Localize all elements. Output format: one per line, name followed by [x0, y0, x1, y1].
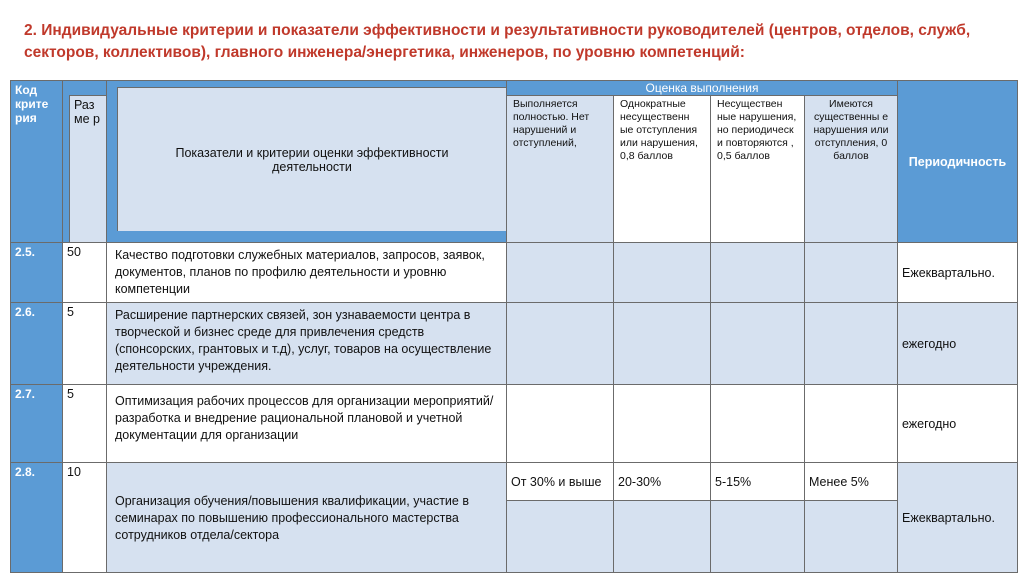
- criteria-table: [10, 80, 1018, 573]
- row-grade-2: [614, 385, 711, 463]
- row-code: 2.6.: [11, 303, 63, 385]
- row-code: 2.5.: [11, 243, 63, 303]
- header-size: Раз ме р: [69, 95, 106, 242]
- row-size: 50: [63, 243, 107, 303]
- header-grade-1: Выполняется полностью. Нет нарушений и отступлений,: [507, 96, 614, 243]
- table-row: [11, 463, 1018, 501]
- row-grade-3: 5-15%: [711, 463, 805, 501]
- row-grade-4: [805, 385, 898, 463]
- header-assessment: Оценка выполнения: [507, 81, 898, 96]
- row-size: 5: [63, 303, 107, 385]
- row-indicator: Расширение партнерских связей, зон узнаваемости центра в творческой и бизнес среде для привлечения средств (спонсорских, грантовых и т.д), услуг, товаров на осуществление деятельности учреждения.: [107, 303, 507, 385]
- header-indicators: Показатели и критерии оценки эффективности деятельности: [117, 87, 506, 231]
- row-periodicity: ежегодно: [898, 303, 1018, 385]
- row-grade-2: [614, 243, 711, 303]
- row-grade-1: [507, 243, 614, 303]
- row-grade-1: От 30% и выше: [507, 463, 614, 501]
- row-periodicity: ежегодно: [898, 385, 1018, 463]
- header-code: Код крите рия: [11, 81, 63, 243]
- row-grade-3: [711, 243, 805, 303]
- row-grade-3: [711, 385, 805, 463]
- row-size: 10: [63, 463, 107, 573]
- header-size-cell: [63, 81, 107, 243]
- table-row: [11, 243, 1018, 303]
- row-grade-2: 20-30%: [614, 463, 711, 501]
- row-grade-1-extra: [507, 501, 614, 573]
- header-grade-4: Имеются существенны е нарушения или отступления, 0 баллов: [805, 96, 898, 243]
- row-periodicity: Ежеквартально.: [898, 463, 1018, 573]
- row-indicator: Организация обучения/повышения квалификации, участие в семинарах по повышению профессионального мастерства сотрудников отдела/сектора: [107, 463, 507, 573]
- row-grade-4-extra: [805, 501, 898, 573]
- row-grade-1: [507, 385, 614, 463]
- row-grade-2: [614, 303, 711, 385]
- row-code: 2.7.: [11, 385, 63, 463]
- row-grade-1: [507, 303, 614, 385]
- table-row: [11, 385, 1018, 463]
- header-periodicity: Периодичность: [898, 81, 1018, 243]
- row-periodicity: Ежеквартально.: [898, 243, 1018, 303]
- page-title: 2. Индивидуальные критерии и показатели эффективности и результативности руководителей (центров, отделов, служб, секторов, коллективов), главного инженера/энергетика, инженеров, по уровню компетенций:: [24, 22, 971, 61]
- header-grade-2: Однократные несущественн ые отступления или нарушения, 0,8 баллов: [614, 96, 711, 243]
- row-size: 5: [63, 385, 107, 463]
- row-grade-4: [805, 303, 898, 385]
- row-grade-3-extra: [711, 501, 805, 573]
- row-grade-3: [711, 303, 805, 385]
- row-indicator: Качество подготовки служебных материалов, запросов, заявок, документов, планов по профилю деятельности и уровню компетенции: [107, 243, 507, 303]
- row-code: 2.8.: [11, 463, 63, 573]
- row-grade-2-extra: [614, 501, 711, 573]
- row-grade-4: Менее 5%: [805, 463, 898, 501]
- row-indicator: Оптимизация рабочих процессов для организации мероприятий/разработка и внедрение рациональной плановой и учетной документации для организации: [107, 385, 507, 463]
- header-row-1: [11, 81, 1018, 96]
- header-grade-3: Несуществен ные нарушения, но периодическ и повторяются , 0,5 баллов: [711, 96, 805, 243]
- header-indicators-cell: [107, 81, 507, 243]
- row-grade-4: [805, 243, 898, 303]
- table-row: [11, 303, 1018, 385]
